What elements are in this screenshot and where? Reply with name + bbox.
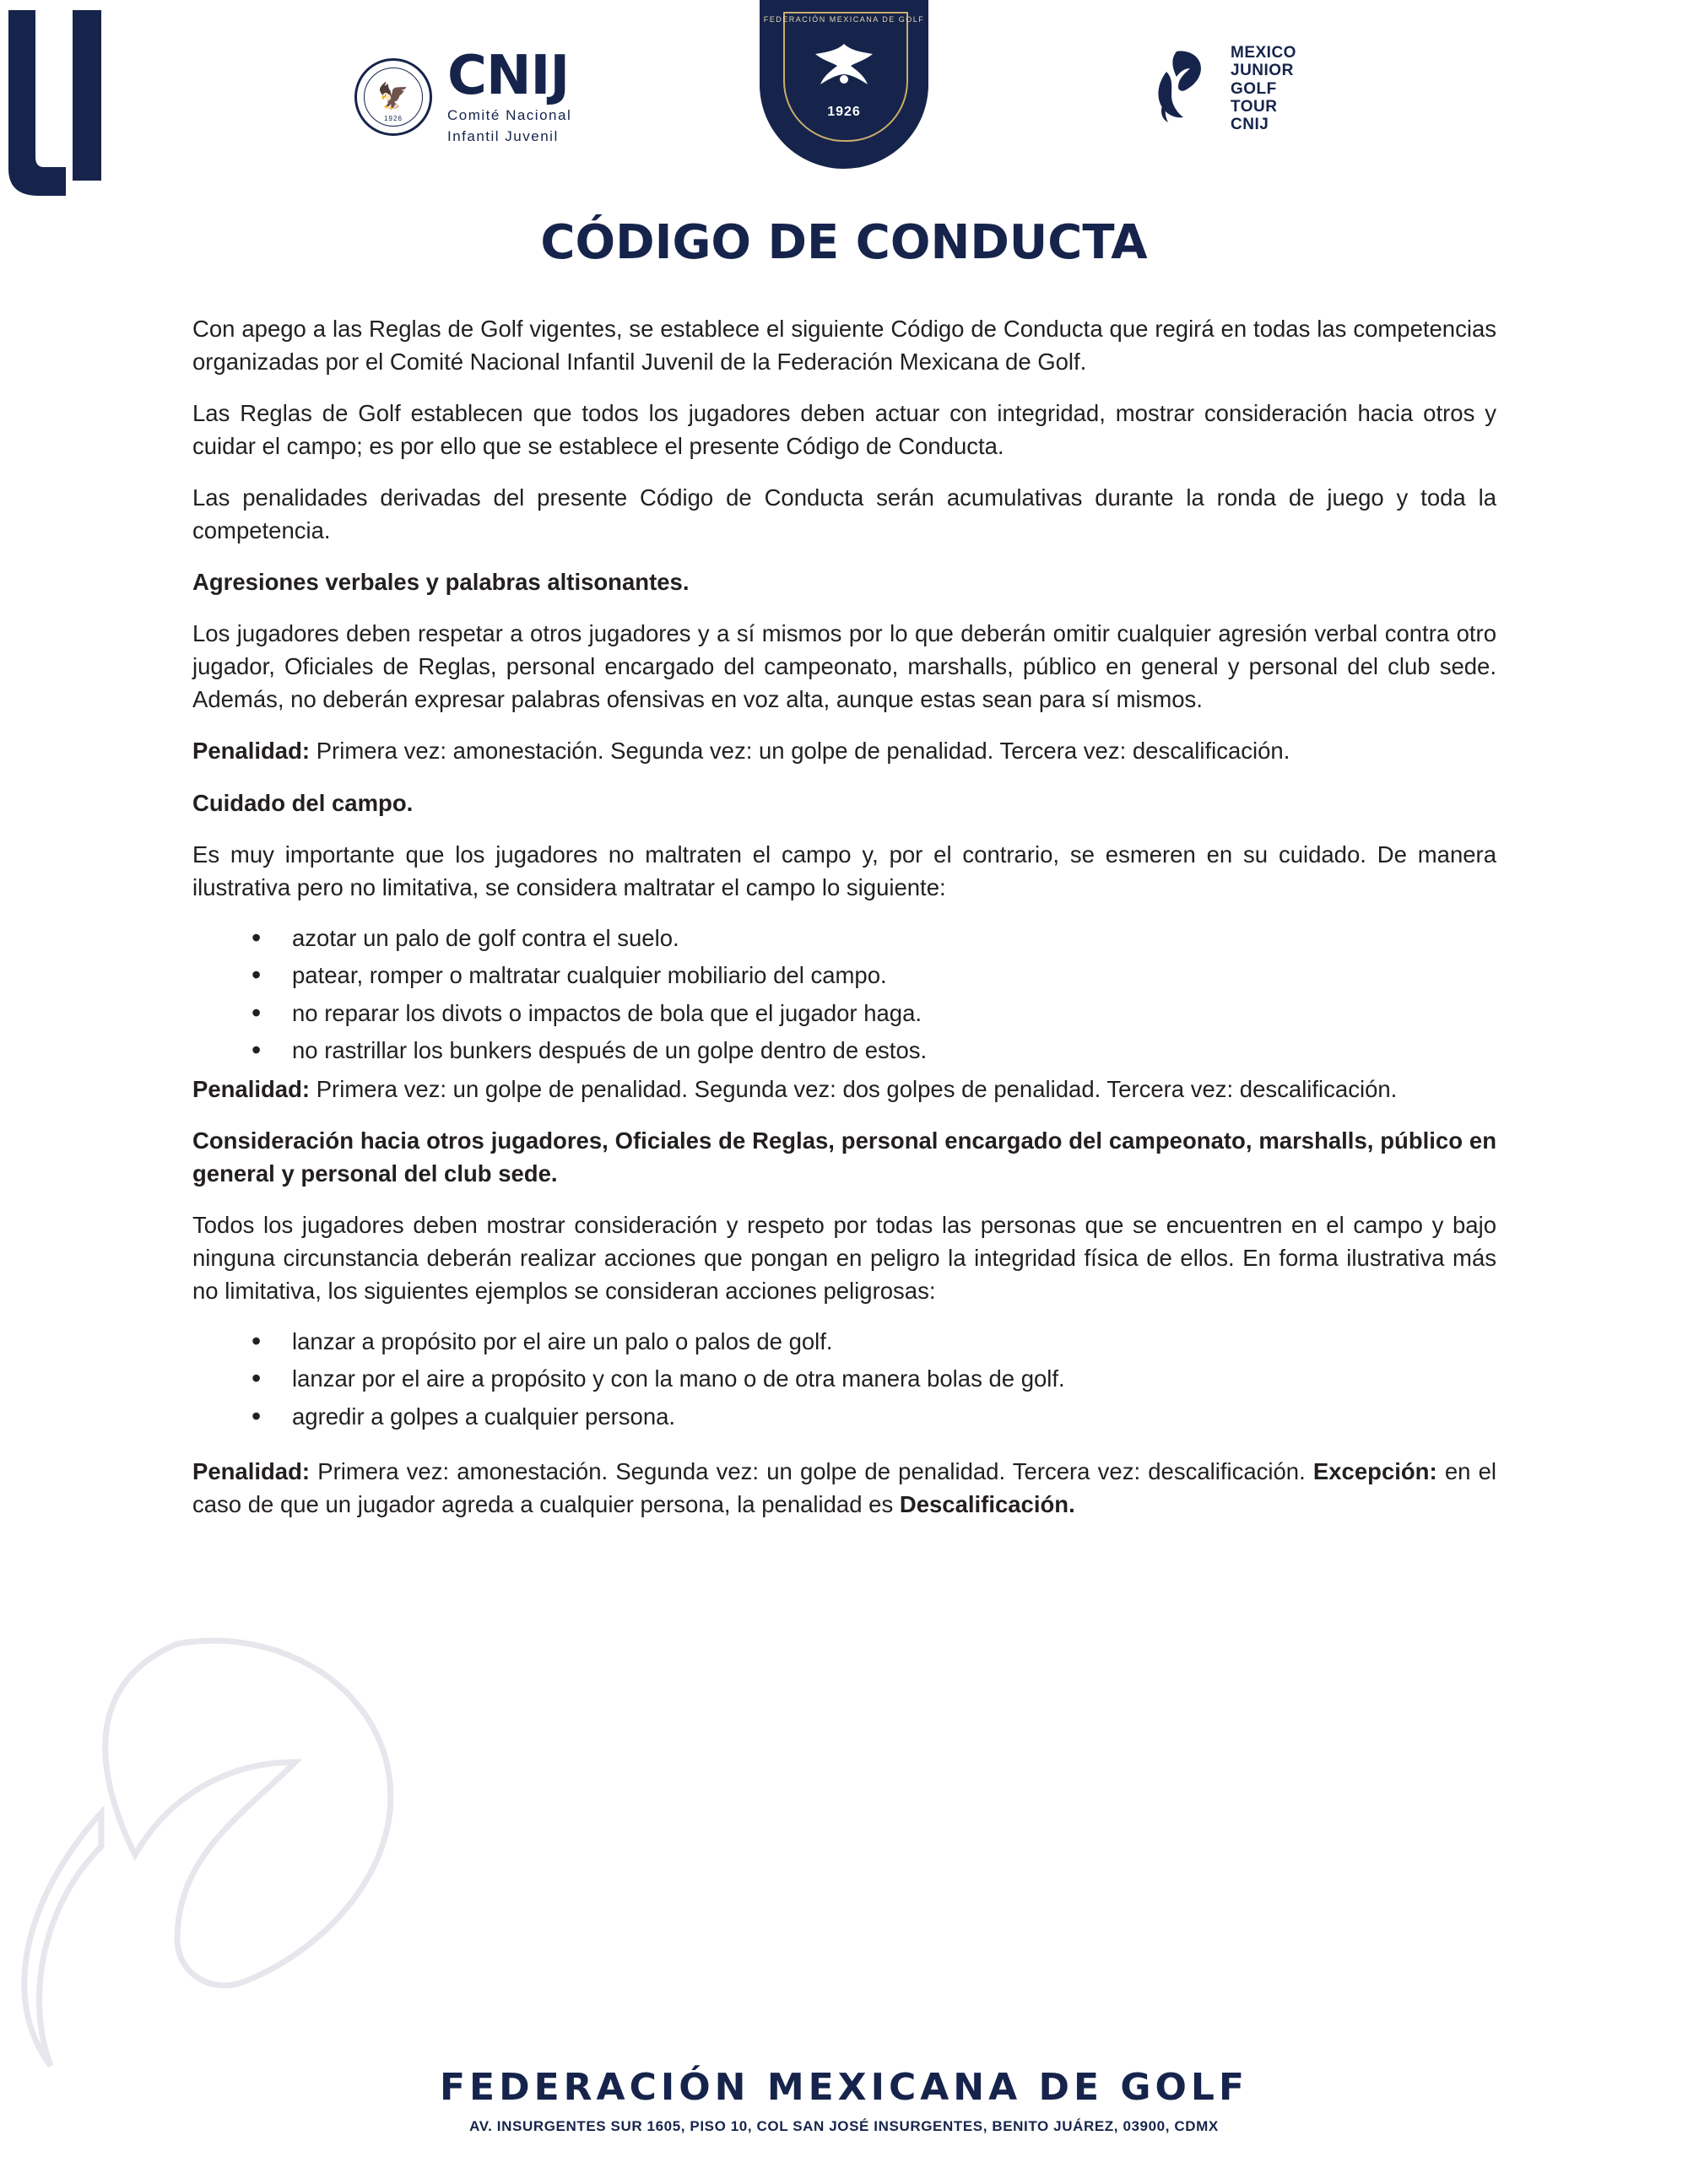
section-3-paragraph: Todos los jugadores deben mostrar consideración y respeto por todas las personas que se encuentren en el campo y bajo ninguna circunstancia deberán realizar acciones que pongan en peligro la integridad física de ellos. En forma ilustrativa más no limitativa, los siguientes ejemplos se consideran acciones peligrosas: (192, 1211, 1496, 1304)
shield-eagle-icon (800, 37, 888, 96)
document-header (0, 0, 1688, 198)
section-1-heading: Agresiones verbales y palabras altisonantes. (192, 569, 690, 596)
cnij-subtitle-line1: Comité Nacional (447, 107, 572, 123)
list-item: • patear, romper o maltratar cualquier mobiliario del campo. (292, 960, 1496, 992)
mexico-junior-golf-tour-logo (1148, 44, 1296, 133)
section-3-bullet-list (192, 1326, 1496, 1434)
section-2-heading: Cuidado del campo. (192, 789, 414, 816)
shield-arc-text: FEDERACIÓN MEXICANA DE GOLF (763, 15, 925, 24)
section-1-penalty-label: Penalidad: (192, 738, 311, 765)
section-3-penalty-label: Penalidad: (192, 1458, 311, 1485)
document-body (192, 312, 1496, 1540)
cnij-logo (354, 45, 572, 146)
cnij-seal-icon (354, 58, 432, 136)
section-1-penalty-text: Primera vez: amonestación. Segunda vez: un golpe de penalidad. Tercera vez: descalificación. (310, 738, 1290, 765)
list-item: • agredir a golpes a cualquier persona. (292, 1401, 1496, 1434)
fmg-shield-logo (760, 0, 928, 181)
section-2-paragraph: Es muy importante que los jugadores no maltraten el campo y, por el contrario, se esmeren en su cuidado. De manera ilustrativa pero no limitativa, se considera maltratar el campo lo siguiente: (192, 841, 1496, 900)
intro-paragraph-3: Las penalidades derivadas del presente Código de Conducta serán acumulativas durante la ronda de juego y toda la competencia. (192, 484, 1496, 544)
mjgt-line3: GOLF (1231, 79, 1277, 98)
mjgt-line1: MEXICO (1231, 44, 1296, 62)
mjgt-line4: TOUR (1231, 97, 1278, 116)
section-1-penalty (192, 734, 1496, 767)
footer-address: AV. INSURGENTES SUR 1605, PISO 10, COL SAN JOSÉ INSURGENTES, BENITO JUÁREZ, 03900, CDMX (469, 2118, 1219, 2134)
mjgt-line5: CNIJ (1231, 116, 1269, 134)
shield-shape (760, 0, 928, 169)
intro-paragraph-1: Con apego a las Reglas de Golf vigentes, se establece el siguiente Código de Conducta que regirá en todas las competencias organizadas por el Comité Nacional Infantil Juvenil de la Federación Mexicana de Golf. (192, 316, 1496, 376)
section-2-penalty-label: Penalidad: (192, 1075, 311, 1102)
shield-year: 1926 (827, 105, 861, 119)
page-title: CÓDIGO DE CONDUCTA (540, 215, 1148, 270)
list-item: • no reparar los divots o impactos de bola que el jugador haga. (292, 997, 1496, 1030)
list-item: • azotar un palo de golf contra el suelo. (292, 922, 1496, 955)
section-3-exception-label: Excepción: (1312, 1458, 1437, 1485)
eagle-emblem-icon: 🦅 (377, 83, 409, 111)
section-2-bullet-list (192, 922, 1496, 1068)
section-3-penalty (192, 1455, 1496, 1521)
section-2-penalty (192, 1073, 1496, 1106)
intro-paragraph-2: Las Reglas de Golf establecen que todos los jugadores deben actuar con integridad, mostrar consideración hacia otros y cuidar el campo; es por ello que se establece el presente Código de Conducta. (192, 400, 1496, 460)
footer-organization-name: FEDERACIÓN MEXICANA DE GOLF (439, 2066, 1249, 2109)
document-footer (0, 2015, 1688, 2184)
cnij-seal-year: 1926 (384, 115, 403, 123)
list-item: • lanzar por el aire a propósito y con la mano o de otra manera bolas de golf. (292, 1363, 1496, 1396)
cnij-subtitle-line2: Infantil Juvenil (447, 128, 559, 145)
section-3-penalty-text: Primera vez: amonestación. Segunda vez: un golpe de penalidad. Tercera vez: descalificación. (310, 1458, 1313, 1485)
section-3-exception-text: en el caso de que un jugador agreda a cualquier persona, la penalidad es (192, 1458, 1496, 1518)
mjgt-line2: JUNIOR (1231, 62, 1294, 80)
list-item: • no rastrillar los bunkers después de un golpe dentro de estos. (292, 1035, 1496, 1068)
cnij-wordmark: CNIJ (447, 45, 570, 107)
watermark-logo (0, 1610, 506, 2083)
section-2-penalty-text: Primera vez: un golpe de penalidad. Segunda vez: dos golpes de penalidad. Tercera vez: descalificación. (310, 1075, 1398, 1102)
section-1-paragraph: Los jugadores deben respetar a otros jugadores y a sí mismos por lo que deberán omitir cualquier agresión verbal contra otro jugador, Oficiales de Reglas, personal encargado del campeonato, marshalls, público en general y personal del club sede. Además, no deberán expresar palabras ofensivas en voz alta, aunque estas sean para sí mismos. (192, 620, 1496, 713)
golfer-swing-icon (1148, 48, 1219, 129)
section-3-heading: Consideración hacia otros jugadores, Oficiales de Reglas, personal encargado del campeonato, marshalls, público en general y personal del club sede. (192, 1127, 1496, 1187)
list-item: • lanzar a propósito por el aire un palo o palos de golf. (292, 1326, 1496, 1359)
section-3-exception-bold-end: Descalificación. (899, 1491, 1075, 1518)
